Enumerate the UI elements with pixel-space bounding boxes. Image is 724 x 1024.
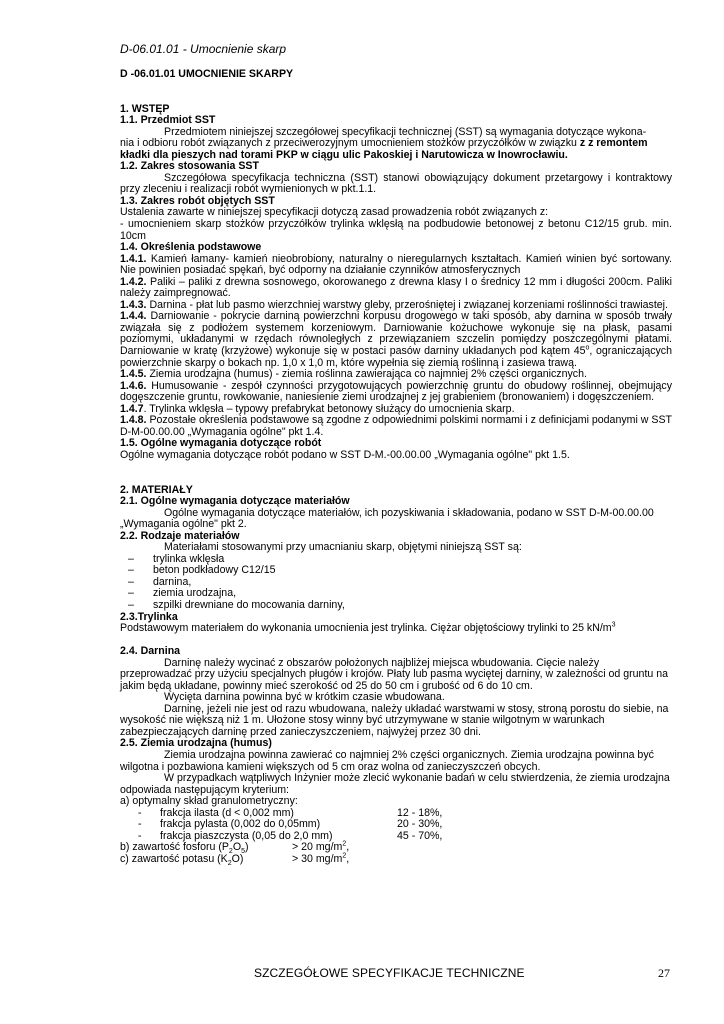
paragraph: Ustalenia zawarte w niniejszej specyfikacji dotyczą zasad prowadzenia robót związanych z: <box>120 206 549 219</box>
subsection-heading: 1.3. Zakres robót objętych SST <box>120 194 275 207</box>
paragraph: W przypadkach wątpliwych Inżynier może zlecić wykonanie badań w celu stwierdzenia, że ziemia urodzajna odpowiada następującym kryterium: <box>120 772 670 796</box>
subsection-heading: 1.2. Zakres stosowania SST <box>120 160 259 173</box>
paragraph: Darninę, jeżeli nie jest od razu wbudowana, należy układać warstwami w stosy, stroną porostu do siebie, na wysokość nie większą niż 1 m. Ułożone stosy winny być utrzymywane w stanie wilgotnym w warunkach zabezpieczających darninę przed zanieczyszczeniem, najwyżej przez 30 dni. <box>120 702 669 738</box>
paragraph: Podstawowym materiałem do wykonania umocnienia jest trylinka. Ciężar objętościowy trylinki to 25 $kN/m^3$ <box>120 621 616 635</box>
paragraph: Wycięta darnina powinna być w krótkim czasie wbudowana. <box>164 691 445 704</box>
subsection-heading: 2.4. Darnina <box>120 645 181 658</box>
paragraph: Szczegółowa specyfikacja techniczna (SST) stanowi obowiązujący dokument przetargowy i kontraktowy przy zleceniu i realizacji robót wymienionych w pkt.1.1. <box>120 171 672 196</box>
definition: 1.4.2. Paliki – paliki z drewna sosnowego, okorowanego z drewna klasy I o średnicy 12 mm i długości 200cm. Paliki należy zaimpregnować. <box>120 275 672 300</box>
definition: 1.4.1. Kamień łamany- kamień nieobrobiony, naturalny o nieregularnych kształtach. Kamień winien być sortowany. Nie powinien posiadać spękań, być odporny na działanie czynników atmosferycznych <box>120 252 672 277</box>
list-item: – szpilki drewniane do mocowania darniny, <box>128 598 345 611</box>
definition: 1.4.8. Pozostałe określenia podstawowe są zgodne z odpowiednimi polskimi normami i z definicjami podanymi w SST D-M-00.00.00 „Wymagania ogólne" pkt 1.4. <box>120 414 672 438</box>
paragraph: nia i odbioru robót związanych z przeciwerozyjnym umocnieniem stożków przyczółków w związku z z remontem <box>120 137 648 150</box>
definition: 1.4.5. Ziemia urodzajna (humus) - ziemia roślinna zawierająca co najmniej 2% części organicznych. <box>120 368 587 381</box>
definition: 1.4.4. Darniowanie - pokrycie darniną powierzchni korpusu drogowego w taki sposób, aby darnina w sposób trwały związała się z podłożem systemem korzeniowym. Darniowanie kożuchowe wykonuje się na płask, pasami poziomymi, układanymi w rzędach równoległych z przewiązaniem szczelin pomiędzy poszczególnymi płatami. Darniowanie w kratę (krzyżowe) wykonuje się w postaci pasów darniny układanych pod kątem 45$^o$, ograniczających powierzchnie skarpy o bokach np. 1,0 x 1,0 m, które wypełnia się ziemią roślinną i zasiewa trawą. <box>120 310 672 369</box>
subsection-heading: 2.3.Trylinka <box>120 610 178 623</box>
paragraph-bold: kładki dla pieszych nad torami PKP w ciągu ulic Pakoskiej i Narutowicza w Inowrocławiu. <box>120 148 568 161</box>
paragraph: Ziemia urodzajna powinna zawierać co najmniej 2% części organicznych. Ziemia urodzajna powinna być wilgotna i pozbawiona kamieni większych od 5 cm oraz wolna od zanieczyszczeń obcych. <box>120 749 654 773</box>
fraction-row: - frakcja pylasta (0,002 do 0,05mm) 20 - 30%, <box>138 818 443 831</box>
list-item: – darnina, <box>128 575 192 588</box>
criterion-a: a) optymalny skład granulometryczny: <box>120 795 298 808</box>
criterion-c: c) zawartość potasu $(K_2O)$ > 30 $mg/m^2$, <box>120 852 350 868</box>
page-footer: SZCZEGÓŁOWE SPECYFIKACJE TECHNICZNE <box>254 966 525 980</box>
list-item: – beton podkładowy C12/15 <box>128 564 276 577</box>
section-heading: 1. WSTĘP <box>120 102 170 115</box>
subsection-heading: 1.5. Ogólne wymagania dotyczące robót <box>120 437 322 450</box>
subsection-heading: 1.1. Przedmiot SST <box>120 114 216 127</box>
paragraph: Materiałami stosowanymi przy umacnianiu skarp, objętymi niniejszą SST są: <box>164 541 522 554</box>
subsection-heading: 2.1. Ogólne wymagania dotyczące materiałów <box>120 495 350 508</box>
definition: 1.4.7. Trylinka wklęsła – typowy prefabrykat betonowy służący do umocnienia skarp. <box>120 402 515 415</box>
subsection-heading: 2.2. Rodzaje materiałów <box>120 529 240 542</box>
paragraph: Ogólne wymagania dotyczące robót podano w SST D-M.-00.00.00 „Wymagania ogólne" pkt 1.5. <box>120 448 570 461</box>
fraction-row: - frakcja ilasta (d < 0,002 mm) 12 - 18%, <box>138 806 443 819</box>
list-item: – trylinka wklęsła <box>128 552 225 565</box>
subsection-heading: 1.4. Określenia podstawowe <box>120 241 262 254</box>
document-body <box>120 69 672 866</box>
section-heading: 2. MATERIAŁY <box>120 483 193 496</box>
document-title: D -06.01.01 UMOCNIENIE SKARPY <box>120 68 294 80</box>
paragraph: Przedmiotem niniejszej szczegółowej specyfikacji technicznej (SST) są wymagania dotyczące wykona- <box>164 125 647 138</box>
paragraph: Ogólne wymagania dotyczące materiałów, ich pozyskiwania i składowania, podano w SST D-M-00.00.00 <box>164 506 654 519</box>
page-number: 27 <box>658 966 670 980</box>
paragraph: Darninę należy wycinać z obszarów położonych najbliżej miejsca wbudowania. Cięcie należy przeprowadzać przy użyciu specjalnych pługów i krojów. Płaty lub pasma wyciętej darniny, w zależności od gruntu na jakim będą układane, powinny mieć szerokość od 25 do 50 cm i grubość od 6 do 10 cm. <box>120 656 669 692</box>
definition: 1.4.3. Darnina - płat lub pasmo wierzchniej warstwy gleby, przerośniętej i związanej korzeniami roślinności trawiastej. <box>120 298 668 311</box>
paragraph: „Wymagania ogólne" pkt 2. <box>120 518 247 531</box>
running-header: D-06.01.01 - Umocnienie skarp <box>120 42 287 56</box>
definition: 1.4.6. Humusowanie - zespół czynności przygotowujących powierzchnię gruntu do obudowy roślinnej, obejmujący dogęszczenie gruntu, rowkowanie, naniesienie ziemi urodzajnej z jej grabieniem (bronowaniem) i dogęszczeniem. <box>120 379 672 404</box>
list-item: – ziemia urodzajna, <box>128 587 237 600</box>
criterion-b: b) zawartość fosforu $(P_2O_5)$ > 20 $mg/m^2$, <box>120 840 350 856</box>
subsection-heading: 2.5. Ziemia urodzajna (humus) <box>120 737 272 750</box>
paragraph: - umocnieniem skarp stożków przyczółków trylinka wklęsłą na podbudowie betonowej z betonu C12/15 grub. min. 10cm <box>120 218 672 242</box>
fraction-row: - frakcja piaszczysta (0,05 do 2,0 mm) 45 - 70%, <box>138 829 443 842</box>
